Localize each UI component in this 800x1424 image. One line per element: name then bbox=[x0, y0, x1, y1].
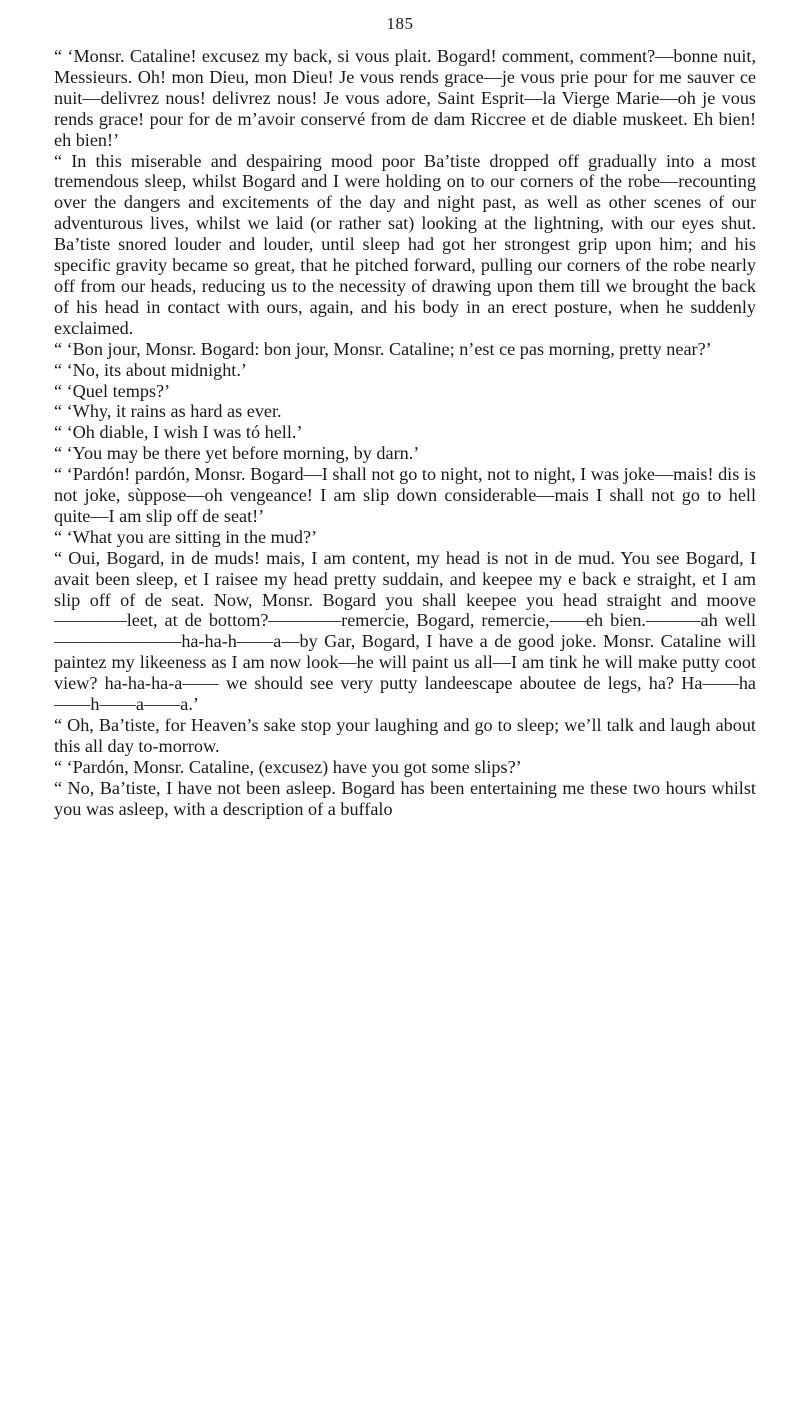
paragraph-pardon: “ ‘Pardón! pardón, Monsr. Bogard—I shall not go to night, not to night, I was joke—mais! dis is not joke, sùppose—oh vengeance! I am slip down considerable—mais I shall not go to hell quite—I am slip off de seat!’ bbox=[54, 464, 756, 526]
paragraph-diable: “ ‘Oh diable, I wish I was tó hell.’ bbox=[54, 422, 303, 443]
paragraph-stop-laughing: “ Oh, Ba’tiste, for Heaven’s sake stop your laughing and go to sleep; we’ll talk and laugh about this all day to-morrow. bbox=[54, 715, 756, 756]
body-text bbox=[54, 46, 756, 820]
paragraph-not-asleep: “ No, Ba’tiste, I have not been asleep. Bogard has been entertaining me these two hours whilst you was asleep, with a description of a buffalo bbox=[54, 777, 756, 819]
paragraph-midnight: “ ‘No, its about midnight.’ bbox=[54, 359, 247, 380]
paragraph-quel-temps: “ ‘Quel temps?’ bbox=[54, 380, 171, 401]
page-number: 185 bbox=[386, 14, 414, 33]
paragraph-prayer: “ ‘Monsr. Cataline! excusez my back, si vous plait. Bogard! comment, comment?—bonne nuit, Messieurs. Oh! mon Dieu, mon Dieu! Je vous rends grace—je vous prie pour for me sauver ce nuit—delivrez nous! delivrez nous! Je vous adore, Saint Esprit—la Vierge Marie—oh je vous rends grace! pour for de m’avoir conservé from de dam Riccree et de diable muskeet. Eh bien! eh bien!’ bbox=[54, 46, 756, 150]
paragraph-bon-jour: “ ‘Bon jour, Monsr. Bogard: bon jour, Monsr. Cataline; n’est ce pas morning, pretty near?’ bbox=[54, 338, 712, 359]
paragraph-slips: “ ‘Pardón, Monsr. Cataline, (excusez) have you got some slips?’ bbox=[54, 756, 522, 777]
paragraph-rains: “ ‘Why, it rains as hard as ever. bbox=[54, 401, 282, 422]
paragraph-mud-question: “ ‘What you are sitting in the mud?’ bbox=[54, 526, 318, 547]
paragraph-narration-sleep: “ In this miserable and despairing mood poor Ba’tiste dropped off gradually into a most tremendous sleep, whilst Bogard and I were holding on to our corners of the robe—recounting over the dangers and excitements of the day and night past, as well as other scenes of our adventurous lives, whilst we laid (or rather sat) looking at the lightning, with our eyes shut. Ba’tiste snored louder and louder, until sleep had got her strongest grip upon him; and his specific gravity became so great, that he pitched forward, pulling our corners of the robe nearly off from our heads, reducing us to the necessity of drawing upon them till we brought the back of his head in contact with ours, again, and his body in an erect posture, when he suddenly exclaimed. bbox=[54, 150, 756, 338]
paragraph-before-morning: “ ‘You may be there yet before morning, by darn.’ bbox=[54, 443, 420, 464]
paragraph-oui-bogard: “ Oui, Bogard, in de muds! mais, I am content, my head is not in de mud. You see Bogard, I avait been sleep, et I raisee my head pretty suddain, and keepee my e back e straight, et I am slip off of de seat. Now, Monsr. Bogard you shall keepee you head straight and moove ————leet, at de bottom?————remercie, Bogard, remercie,——eh bien.———ah well———————ha-ha-h——a—by Gar, Bogard, I have a de good joke. Monsr. Cataline will paintez my likeeness as I am now look—he will paint us all—I am tink he will make putty coot view? ha-ha-ha-a—— we should see very putty landeescape aboutee de legs, ha? Ha——ha ——h——a——a.’ bbox=[54, 547, 756, 715]
